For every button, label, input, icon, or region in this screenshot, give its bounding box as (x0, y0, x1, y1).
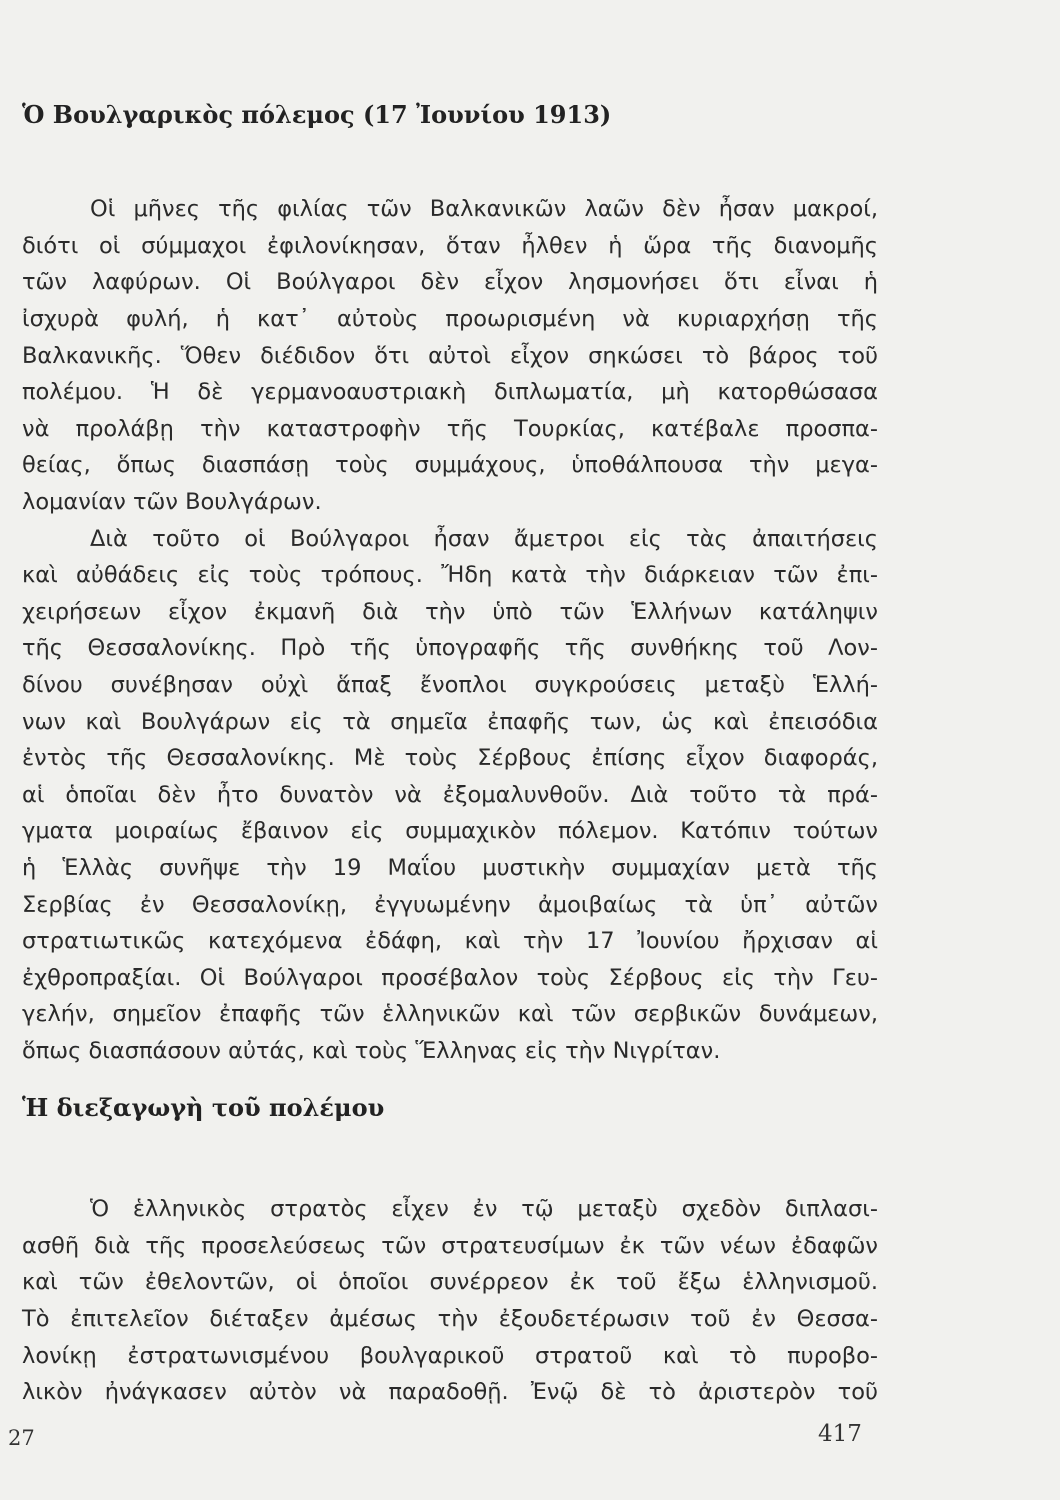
text-line: καὶ αὐθάδεις εἰς τοὺς τρόπους. Ἤδη κατὰ τὴν διάρκειαν τῶν ἐπι- (22, 562, 878, 588)
text-line: λικὸν ἠνάγκασεν αὐτὸν νὰ παραδοθῇ. Ἐνῷ δὲ τὸ ἀριστερὸν τοῦ (22, 1379, 878, 1405)
text-line: αἱ ὁποῖαι δὲν ἦτο δυνατὸν νὰ ἐξομαλυνθοῦν. Διὰ τοῦτο τὰ πρά- (22, 782, 878, 808)
text-line: ἐχθροπραξίαι. Οἱ Βούλγαροι προσέβαλον τοὺς Σέρβους εἰς τὴν Γευ- (22, 965, 878, 991)
text-line: τῶν λαφύρων. Οἱ Βούλγαροι δὲν εἶχον λησμονήσει ὅτι εἶναι ἡ (22, 269, 878, 295)
text-line: ἐντὸς τῆς Θεσσαλονίκης. Μὲ τοὺς Σέρβους ἐπίσης εἶχον διαφοράς, (22, 745, 878, 771)
text-line: δίνου συνέβησαν οὐχὶ ἅπαξ ἔνοπλοι συγκρούσεις μεταξὺ Ἑλλή- (22, 672, 878, 698)
page-number: 417 (818, 1421, 862, 1447)
printer-signature-mark: 27 (8, 1426, 35, 1450)
text-line: ὅπως διασπάσουν αὐτάς, καὶ τοὺς Ἕλληνας εἰς τὴν Νιγρίταν. (22, 1038, 721, 1064)
text-line: ασθῆ διὰ τῆς προσελεύσεως τῶν στρατευσίμων ἐκ τῶν νέων ἐδαφῶν (22, 1233, 878, 1259)
text-line: Διὰ τοῦτο οἱ Βούλγαροι ἦσαν ἄμετροι εἰς τὰς ἀπαιτήσεις (90, 526, 878, 552)
text-line: Τὸ ἐπιτελεῖον διέταξεν ἀμέσως τὴν ἐξουδετέρωσιν τοῦ ἐν Θεσσα- (22, 1306, 878, 1332)
text-line: Βαλκανικῆς. Ὅθεν διέδιδον ὅτι αὐτοὶ εἶχον σηκώσει τὸ βάρος τοῦ (22, 343, 878, 369)
text-line: Σερβίας ἐν Θεσσαλονίκῃ, ἐγγυωμένην ἀμοιβαίως τὰ ὑπ᾽ αὐτῶν (22, 892, 878, 918)
text-line: τῆς Θεσσαλονίκης. Πρὸ τῆς ὑπογραφῆς τῆς συνθήκης τοῦ Λον- (22, 635, 878, 661)
text-line: λομανίαν τῶν Βουλγάρων. (22, 489, 322, 515)
text-line: γελήν, σημεῖον ἐπαφῆς τῶν ἑλληνικῶν καὶ τῶν σερβικῶν δυνάμεων, (22, 1001, 878, 1027)
text-line: ἰσχυρὰ φυλή, ἡ κατ᾽ αὐτοὺς προωρισμένη νὰ κυριαρχήσῃ τῆς (22, 306, 878, 332)
text-line: θείας, ὅπως διασπάσῃ τοὺς συμμάχους, ὑποθάλπουσα τὴν μεγα- (22, 452, 878, 478)
text-line: χειρήσεων εἶχον ἐκμανῆ διὰ τὴν ὑπὸ τῶν Ἑλλήνων κατάληψιν (22, 599, 878, 625)
text-line: πολέμου. Ἡ δὲ γερμανοαυστριακὴ διπλωματία, μὴ κατορθώσασα (22, 379, 878, 405)
text-line: γματα μοιραίως ἔβαινον εἰς συμμαχικὸν πόλεμον. Κατόπιν τούτων (22, 818, 878, 844)
text-line: Ὁ ἑλληνικὸς στρατὸς εἶχεν ἐν τῷ μεταξὺ σχεδὸν διπλασι- (90, 1196, 878, 1222)
text-line: στρατιωτικῶς κατεχόμενα ἐδάφη, καὶ τὴν 17 Ἰουνίου ἤρχισαν αἱ (22, 928, 878, 954)
text-line: νὰ προλάβῃ τὴν καταστροφὴν τῆς Τουρκίας, κατέβαλε προσπα- (22, 416, 878, 442)
section-heading-conduct-of-war: Ἡ διεξαγωγὴ τοῦ πολέμου (22, 1093, 385, 1122)
section-heading-bulgarian-war: Ὁ Βουλγαρικὸς πόλεμος (17 Ἰουνίου 1913) (22, 100, 612, 129)
text-line: διότι οἱ σύμμαχοι ἐφιλονίκησαν, ὅταν ἦλθεν ἡ ὥρα τῆς διανομῆς (22, 233, 878, 259)
text-line: καὶ τῶν ἐθελοντῶν, οἱ ὁποῖοι συνέρρεον ἐκ τοῦ ἔξω ἑλληνισμοῦ. (22, 1269, 878, 1295)
text-line: Οἱ μῆνες τῆς φιλίας τῶν Βαλκανικῶν λαῶν δὲν ἦσαν μακροί, (90, 196, 878, 222)
text-line: ἡ Ἑλλὰς συνῆψε τὴν 19 Μαΐου μυστικὴν συμμαχίαν μετὰ τῆς (22, 855, 878, 881)
text-line: λονίκῃ ἐστρατωνισμένου βουλγαρικοῦ στρατοῦ καὶ τὸ πυροβο- (22, 1343, 878, 1369)
text-line: νων καὶ Βουλγάρων εἰς τὰ σημεῖα ἐπαφῆς των, ὡς καὶ ἐπεισόδια (22, 709, 878, 735)
